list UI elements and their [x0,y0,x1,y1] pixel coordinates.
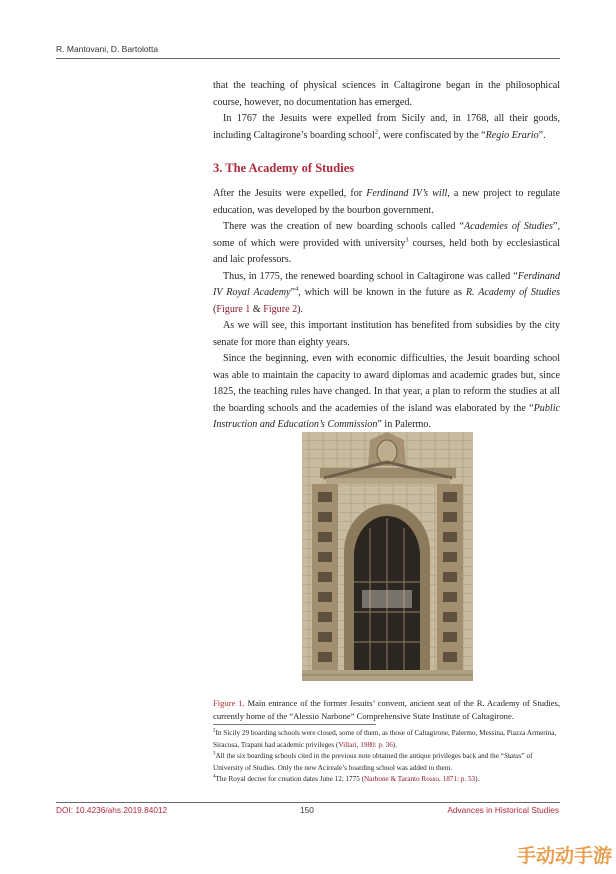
figure-label: Figure 1. [213,698,245,708]
journal-link[interactable]: Advances in Historical Studies [447,805,559,815]
running-head: R. Mantovani, D. Bartolotta [56,44,159,54]
page-number: 150 [300,805,314,815]
section-heading: 3. The Academy of Studies [213,161,355,175]
figure-1-photo [302,432,473,681]
footnote-3: $^3$All the six boarding schools cited in the previous note obtained the antique privileges back and the “Status” of University of Studies. Only the new Acireale’s boarding school was added to them. [213,751,533,772]
footnote-4: $^4$The Royal decree for creation dates June 12, 1775 (Narbone & Taranto Rosso, 1871: p. 53). [213,774,480,784]
citation-narbone[interactable]: Narbone & Taranto Rosso, 1871: p. 53 [363,775,476,784]
paragraph-4: There was the creation of new boarding schools called “Academies of Studies”, some of which were provided with university$^3$ courses, held both by ecclesiastical and laic professors. [213,221,560,265]
doi-link[interactable]: DOI: 10.4236/ahs.2019.84012 [56,805,168,815]
footnote-2: $^2$In Sicily 29 boarding schools were closed, some of them, as those of Caltagirone, Palermo, Messina, Piazza Armerina, Siracusa, Trapani had academic privileges (Villari, 1980: p. 36). [213,728,557,749]
footnote-divider [213,724,376,725]
footer-divider [56,802,560,803]
figure-1-link[interactable]: Figure 1 [216,303,251,315]
body-text [213,78,560,434]
paragraph-1: that the teaching of physical sciences in Caltagirone began in the philosophical course, however, no documentation has emerged. [213,80,560,108]
paragraph-7: Since the beginning, even with economic difficulties, the Jesuit boarding school was able to maintain the capacity to award diplomas and academic grades but, since 1825, the teaching rules have changed. In that year, a plan to reform the studies at all the boarding schools and the academies of the island was elaborated by the “Public Instruction and Education’s Commission” in Palermo. [213,353,560,430]
footnotes [213,728,560,786]
site-watermark-logo: 手动动手游 [516,845,612,867]
figure-2-link[interactable]: Figure 2 [263,303,298,315]
paragraph-5: Thus, in 1775, the renewed boarding school in Caltagirone was called “Ferdinand IV Royal Academy”$^4$, which will be known in the future as R. Academy of Studies (Figure 1 & Figure 2). [213,270,561,315]
citation-villari[interactable]: Villari, 1980: p. 36 [338,740,393,749]
paragraph-6: As we will see, this important institution has benefited from subsidies by the city senate for more than eighty years. [213,320,560,348]
footnote-marker-4[interactable]: 4 [294,285,299,293]
header-divider [56,58,560,59]
doorway-illustration [302,432,473,681]
footnote-marker-3[interactable]: 3 [405,236,409,244]
figure-caption: Figure 1. Main entrance of the former Jesuits’ convent, ancient seat of the R. Academy of Studies, currently home of the “Alessio Narbone” Comprehensive State Institute of Caltagirone. [213,698,561,721]
paragraph-3: After the Jesuits were expelled, for Ferdinand IV’s will, a new project to regulate education, was developed by the bourbon government. [213,188,560,216]
paragraph-2: In 1767 the Jesuits were expelled from Sicily and, in 1768, all their goods, including Caltagirone’s boarding school$^2$, were confiscated by the “Regio Erario”. [213,113,560,141]
footnote-marker-2[interactable]: 2 [374,128,379,136]
